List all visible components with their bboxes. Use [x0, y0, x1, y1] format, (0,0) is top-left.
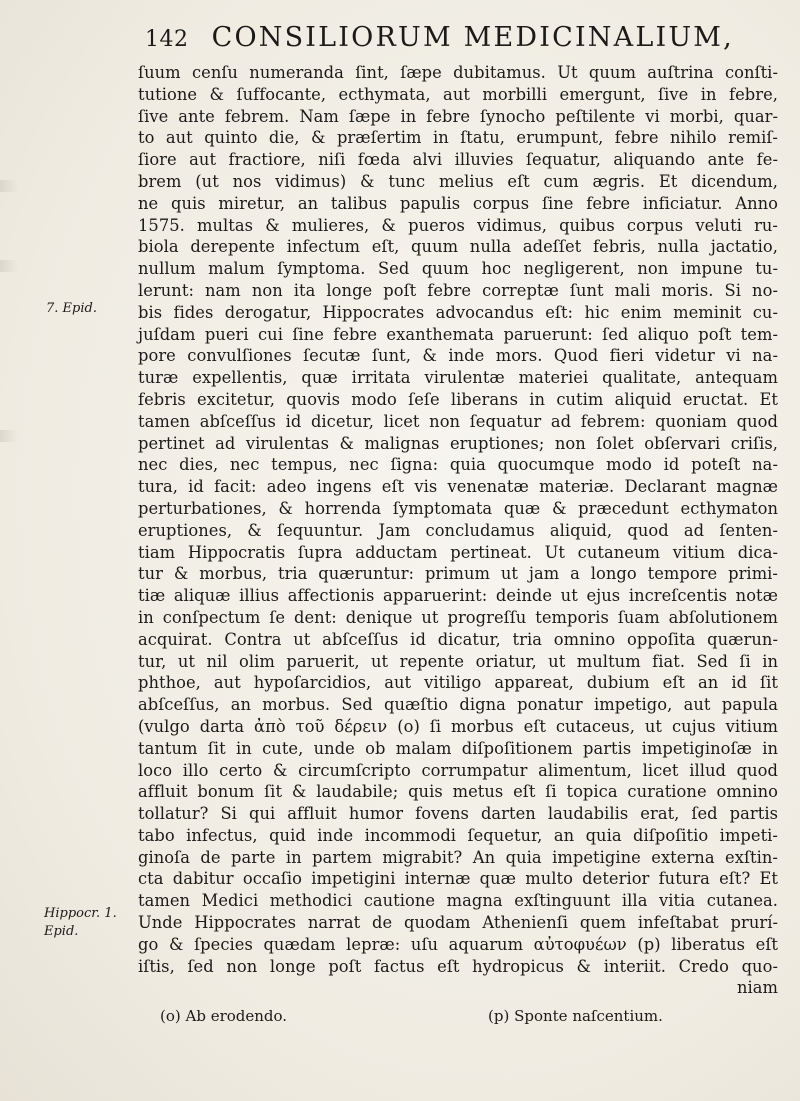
running-head	[145, 22, 785, 58]
text-line: ginoſa de parte in partem migrabit? An quia impetigine externa exſtin-	[138, 847, 778, 867]
text-line: nullum malum ſymptoma. Sed quum hoc negligerent, non impune tu-	[138, 259, 778, 279]
text-line: 1575. multas & mulieres, & pueros vidimus, quibus corpus veluti ru-	[138, 215, 778, 235]
text-line: eruptiones, & ſequuntur. Jam concludamus aliquid, quod ad ſenten-	[138, 520, 778, 540]
text-line: tutione & ſuffocante, ecthymata, aut morbilli emergunt, ſive in febre,	[138, 84, 778, 104]
text-line: tamen abſceſſus id dicetur, licet non ſequatur ad febrem: quoniam quod	[138, 411, 778, 431]
bleed-through-mark	[0, 180, 18, 192]
text-line: ne quis miretur, an talibus papulis corpus ſine febre inficiatur. Anno	[138, 193, 778, 213]
text-line: tur, ut nil olim paruerit, ut repente oriatur, ut multum fiat. Sed ſi in	[138, 651, 778, 671]
text-line: tamen Medici methodici cautione magna exſtinguunt illa vitia cutanea.	[138, 891, 778, 911]
text-line: cta dabitur occaſio impetigini internæ quæ multo deterior futura eſt? Et	[138, 869, 778, 889]
text-line: in conſpectum ſe dent: denique ut progreſſu temporis ſuam abſolutionem	[138, 607, 778, 627]
margin-note-epid: 7. Epid.	[46, 301, 97, 316]
text-line: brem (ut nos vidimus) & tunc melius eſt cum ægris. Et dicendum,	[138, 171, 778, 191]
text-line: lerunt: nam non ita longe poſt febre correptæ ſunt mali moris. Si no-	[138, 280, 778, 300]
text-line: febris excitetur, quovis modo ſeſe liberans in cutim aliquid eructat. Et	[138, 389, 778, 409]
text-line: nec dies, nec tempus, nec ſigna: quia quocumque modo id poteſt na-	[138, 455, 778, 475]
footnotes	[160, 1007, 680, 1031]
footnote-o: (o) Ab erodendo.	[160, 1007, 288, 1025]
text-line: (vulgo darta ἀπὸ τοῦ δέρειν (o) ſi morbus eſt cutaceus, ut cujus vitium	[138, 716, 778, 736]
text-line: loco illo certo & circumſcripto corrumpatur alimentum, licet illud quod	[138, 760, 778, 780]
margin-note-hippocr: Hippocr. 1.	[44, 906, 117, 921]
text-line: tabo infectus, quid inde incommodi ſequetur, an quia diſpoſitio impeti-	[138, 825, 778, 845]
bleed-through-mark	[0, 260, 18, 272]
text-line: pertinet ad virulentas & malignas eruptiones; non ſolet obſervari criſis,	[138, 433, 778, 453]
text-line: bis fides derogatur, Hippocrates advocandus eſt: hic enim meminit cu-	[138, 302, 778, 322]
text-line: tiam Hippocratis ſupra adductam pertineat. Ut cutaneum vitium dica-	[138, 542, 778, 562]
margin-note-epid-2: Epid.	[44, 924, 79, 939]
text-line: acquirat. Contra ut abſceſſus id dicatur, tria omnino oppoſita quærun-	[138, 629, 778, 649]
text-line: tiæ aliquæ illius affectionis apparuerint: deinde ut ejus increſcentis notæ	[138, 586, 778, 606]
text-line: abſceſſus, an morbus. Sed quæſtio digna ponatur impetigo, aut papula	[138, 695, 778, 715]
text-line: tur & morbus, tria quæruntur: primum ut jam a longo tempore primi-	[138, 564, 778, 584]
text-line: ſiore aut fractiore, niſi fœda alvi illuvies ſequatur, aliquando ante fe-	[138, 150, 778, 170]
text-line: turæ expellentis, quæ irritata virulentæ materiei qualitate, antequam	[138, 368, 778, 388]
text-line: juſdam pueri cui ſine febre exanthemata paruerunt: ſed aliquo poſt tem-	[138, 324, 778, 344]
text-line: perturbationes, & horrenda ſymptomata quæ & præcedunt ecthymaton	[138, 498, 778, 518]
text-line: tollatur? Si qui affluit humor fovens darten laudabilis erat, ſed partis	[138, 804, 778, 824]
running-title: CONSILIORUM MEDICINALIUM,	[211, 22, 734, 53]
text-line: to aut quinto die, & præſertim in ſtatu, erumpunt, febre nihilo remiſ-	[138, 128, 778, 148]
text-line: phthoe, aut hypoſarcidios, aut vitiligo appareat, dubium eſt an id ſit	[138, 673, 778, 693]
bleed-through-mark	[0, 430, 18, 442]
catchword: niam	[736, 978, 778, 998]
text-line: biola derepente infectum eſt, quum nulla adeſſet febris, nulla jactatio,	[138, 237, 778, 257]
text-line: ſive ante febrem. Nam ſæpe in febre ſynocho peſtilente vi morbi, quar-	[138, 106, 778, 126]
text-line: affluit bonum ſit & laudabile; quis metus eſt ſi topica curatione omnino	[138, 782, 778, 802]
text-line: pore convulſiones ſecutæ ſunt, & inde mors. Quod fieri videtur vi na-	[138, 346, 778, 366]
text-line: go & ſpecies quædam lepræ: uſu aquarum αὐτοφυέων (p) liberatus eſt	[138, 934, 778, 954]
text-line: iſtis, ſed non longe poſt factus eſt hydropicus & interiit. Credo quo-	[138, 956, 778, 976]
page-number: 142	[145, 27, 189, 52]
footnote-p: (p) Sponte naſcentium.	[488, 1007, 663, 1025]
text-line: ſuum cenſu numeranda ſint, ſæpe dubitamus. Ut quum auſtrina conſti-	[138, 63, 778, 82]
text-line: tantum ſit in cute, unde ob malam diſpoſitionem partis impetiginoſæ in	[138, 738, 778, 758]
body-text	[138, 62, 778, 999]
text-line: Unde Hippocrates narrat de quodam Athenienſi quem infeſtabat prurí-	[138, 913, 778, 933]
text-line: tura, id facit: adeo ingens eſt vis venenatæ materiæ. Declarant magnæ	[138, 477, 778, 497]
